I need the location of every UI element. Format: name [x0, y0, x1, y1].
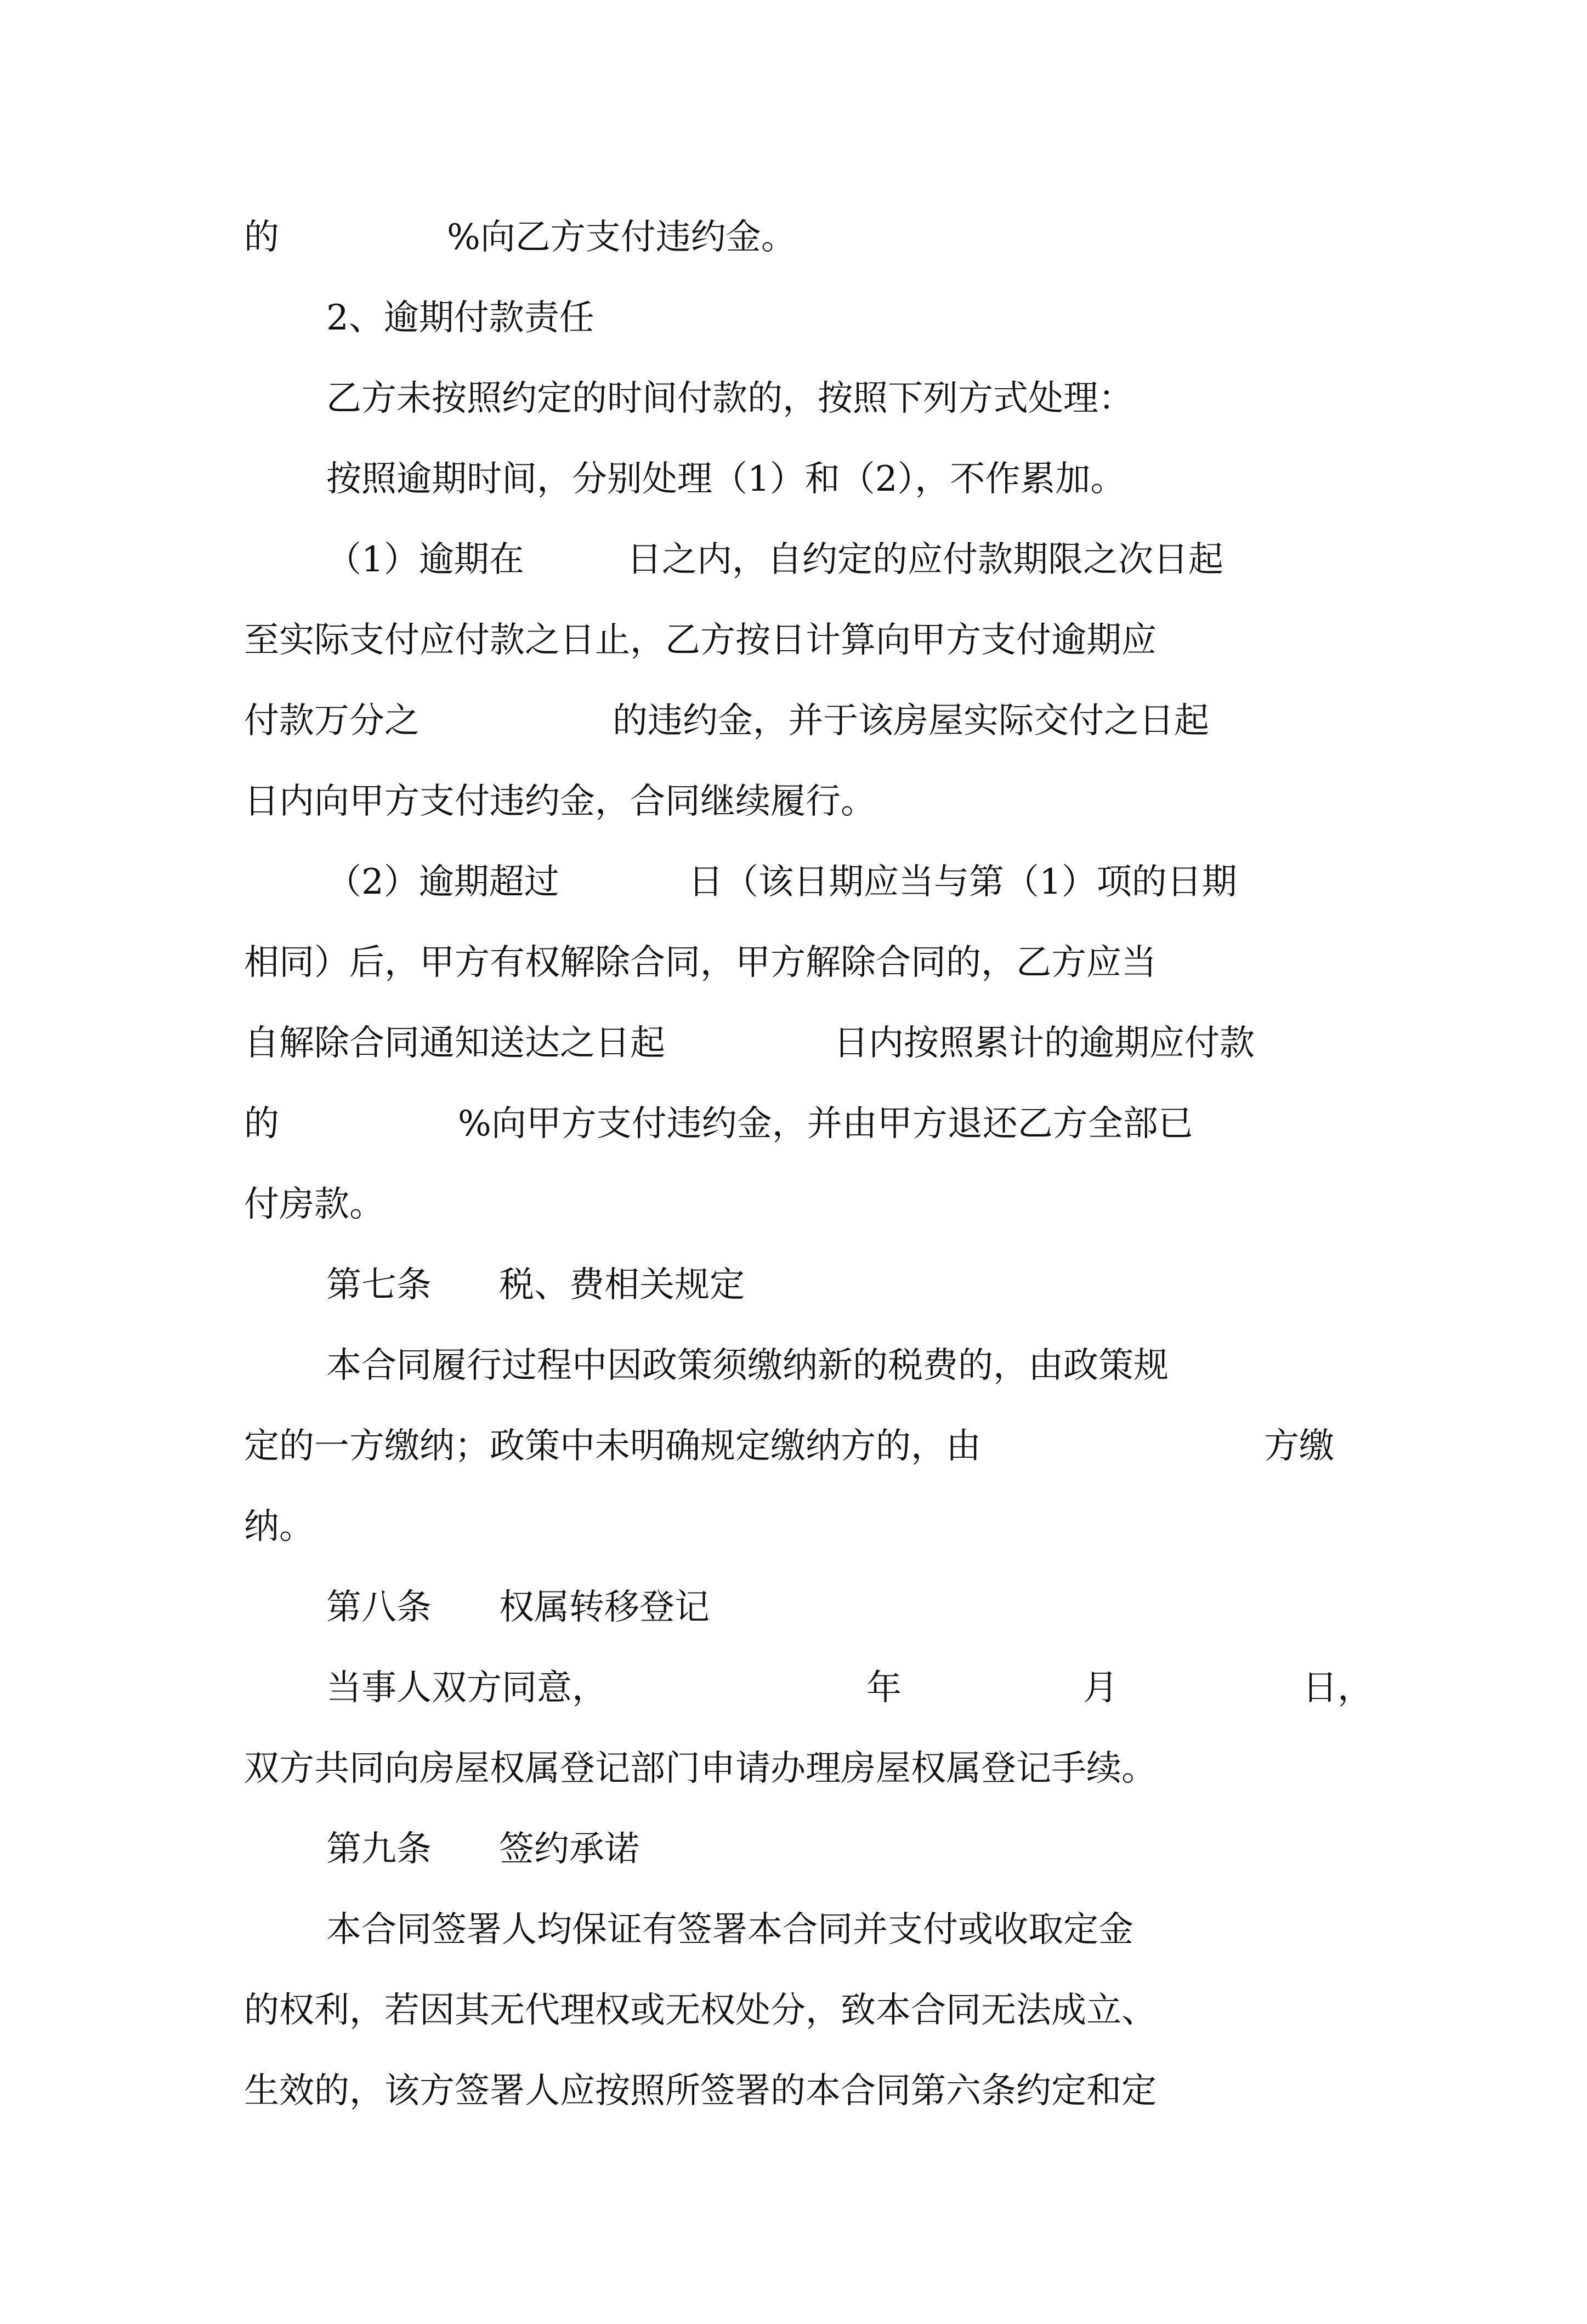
- text-segment: 定的一方缴纳；政策中未明确规定缴纳方的，由: [244, 1426, 981, 1467]
- text-line-15: [0, 1319, 1587, 1412]
- text-segment: （2）逾期超过: [326, 862, 559, 902]
- text-line-5: [0, 513, 1587, 606]
- article-7-heading: [0, 1238, 1587, 1332]
- text-line-19: [0, 1641, 1587, 1735]
- text-segment: 双方共同向房屋权属登记部门申请办理房屋权属登记手续。: [244, 1748, 1157, 1789]
- article-9-heading: [0, 1803, 1587, 1896]
- text-segment: 月: [1083, 1668, 1118, 1708]
- text-line-17: [0, 1480, 1587, 1573]
- text-segment: 自解除合同通知送达之日起: [244, 1023, 665, 1064]
- article-number: 第九条: [326, 1829, 432, 1870]
- text-line-6: [0, 594, 1587, 687]
- article-title: 签约承诺: [499, 1829, 639, 1870]
- text-line-23: [0, 1964, 1587, 2057]
- text-line-3: [0, 352, 1587, 445]
- text-segment: 日之内，自约定的应付款期限之次日起: [627, 539, 1223, 580]
- article-title: 税、费相关规定: [499, 1265, 745, 1305]
- text-line-9: [0, 836, 1587, 929]
- article-number: 第八条: [326, 1587, 432, 1628]
- text-segment: 的: [244, 217, 279, 258]
- text-segment: 的违约金，并于该房屋实际交付之日起: [613, 701, 1209, 741]
- text-segment: 本合同履行过程中因政策须缴纳新的税费的，由政策规: [326, 1345, 1169, 1386]
- article-title: 权属转移登记: [499, 1587, 710, 1628]
- text-line-8: [0, 755, 1587, 848]
- section-heading-overdue-payment: [0, 271, 1587, 365]
- text-segment: 至实际支付应付款之日止，乙方按日计算向甲方支付逾期应: [244, 620, 1157, 661]
- text-segment: 日（该日期应当与第（1）项的日期: [688, 862, 1237, 902]
- text-segment: 方缴: [1264, 1426, 1334, 1467]
- text-segment: 生效的，该方签署人应按照所签署的本合同第六条约定和定: [244, 2071, 1157, 2111]
- text-segment: 乙方未按照约定的时间付款的，按照下列方式处理：: [326, 378, 1133, 419]
- text-line-20: [0, 1722, 1587, 1815]
- text-line-11: [0, 997, 1587, 1090]
- text-segment: 付款万分之: [244, 701, 420, 741]
- text-segment: 的: [244, 1104, 279, 1144]
- text-segment: 付房款。: [244, 1184, 384, 1225]
- text-line-10: [0, 916, 1587, 1009]
- text-segment: %向甲方支付违约金，并由甲方退还乙方全部已: [458, 1104, 1193, 1144]
- text-line-22: [0, 1883, 1587, 1976]
- text-segment: %向乙方支付违约金。: [447, 217, 796, 258]
- text-segment: 日内向甲方支付违约金，合同继续履行。: [244, 781, 876, 822]
- text-segment: 当事人双方同意，: [326, 1668, 607, 1708]
- article-number: 第七条: [326, 1265, 432, 1305]
- text-segment: 相同）后，甲方有权解除合同，甲方解除合同的，乙方应当: [244, 942, 1157, 983]
- text-line-13: [0, 1158, 1587, 1251]
- text-segment: 的权利，若因其无代理权或无权处分，致本合同无法成立、: [244, 1990, 1157, 2031]
- text-segment: 日，: [1302, 1668, 1373, 1708]
- text-line-1: [0, 191, 1587, 284]
- article-8-heading: [0, 1561, 1587, 1654]
- text-segment: 本合同签署人均保证有签署本合同并支付或收取定金: [326, 1910, 1133, 1950]
- text-line-16: [0, 1400, 1587, 1493]
- text-line-7: [0, 674, 1587, 768]
- text-segment: 日内按照累计的逾期应付款: [834, 1023, 1255, 1064]
- text-segment: 2、逾期付款责任: [326, 298, 594, 338]
- text-line-24: [0, 2044, 1587, 2138]
- text-segment: 纳。: [244, 1507, 314, 1547]
- text-segment: 按照逾期时间，分别处理（1）和（2），不作累加。: [326, 459, 1126, 499]
- text-segment: 年: [866, 1668, 902, 1708]
- text-segment: （1）逾期在: [326, 539, 524, 580]
- text-line-12: [0, 1077, 1587, 1170]
- text-line-4: [0, 433, 1587, 526]
